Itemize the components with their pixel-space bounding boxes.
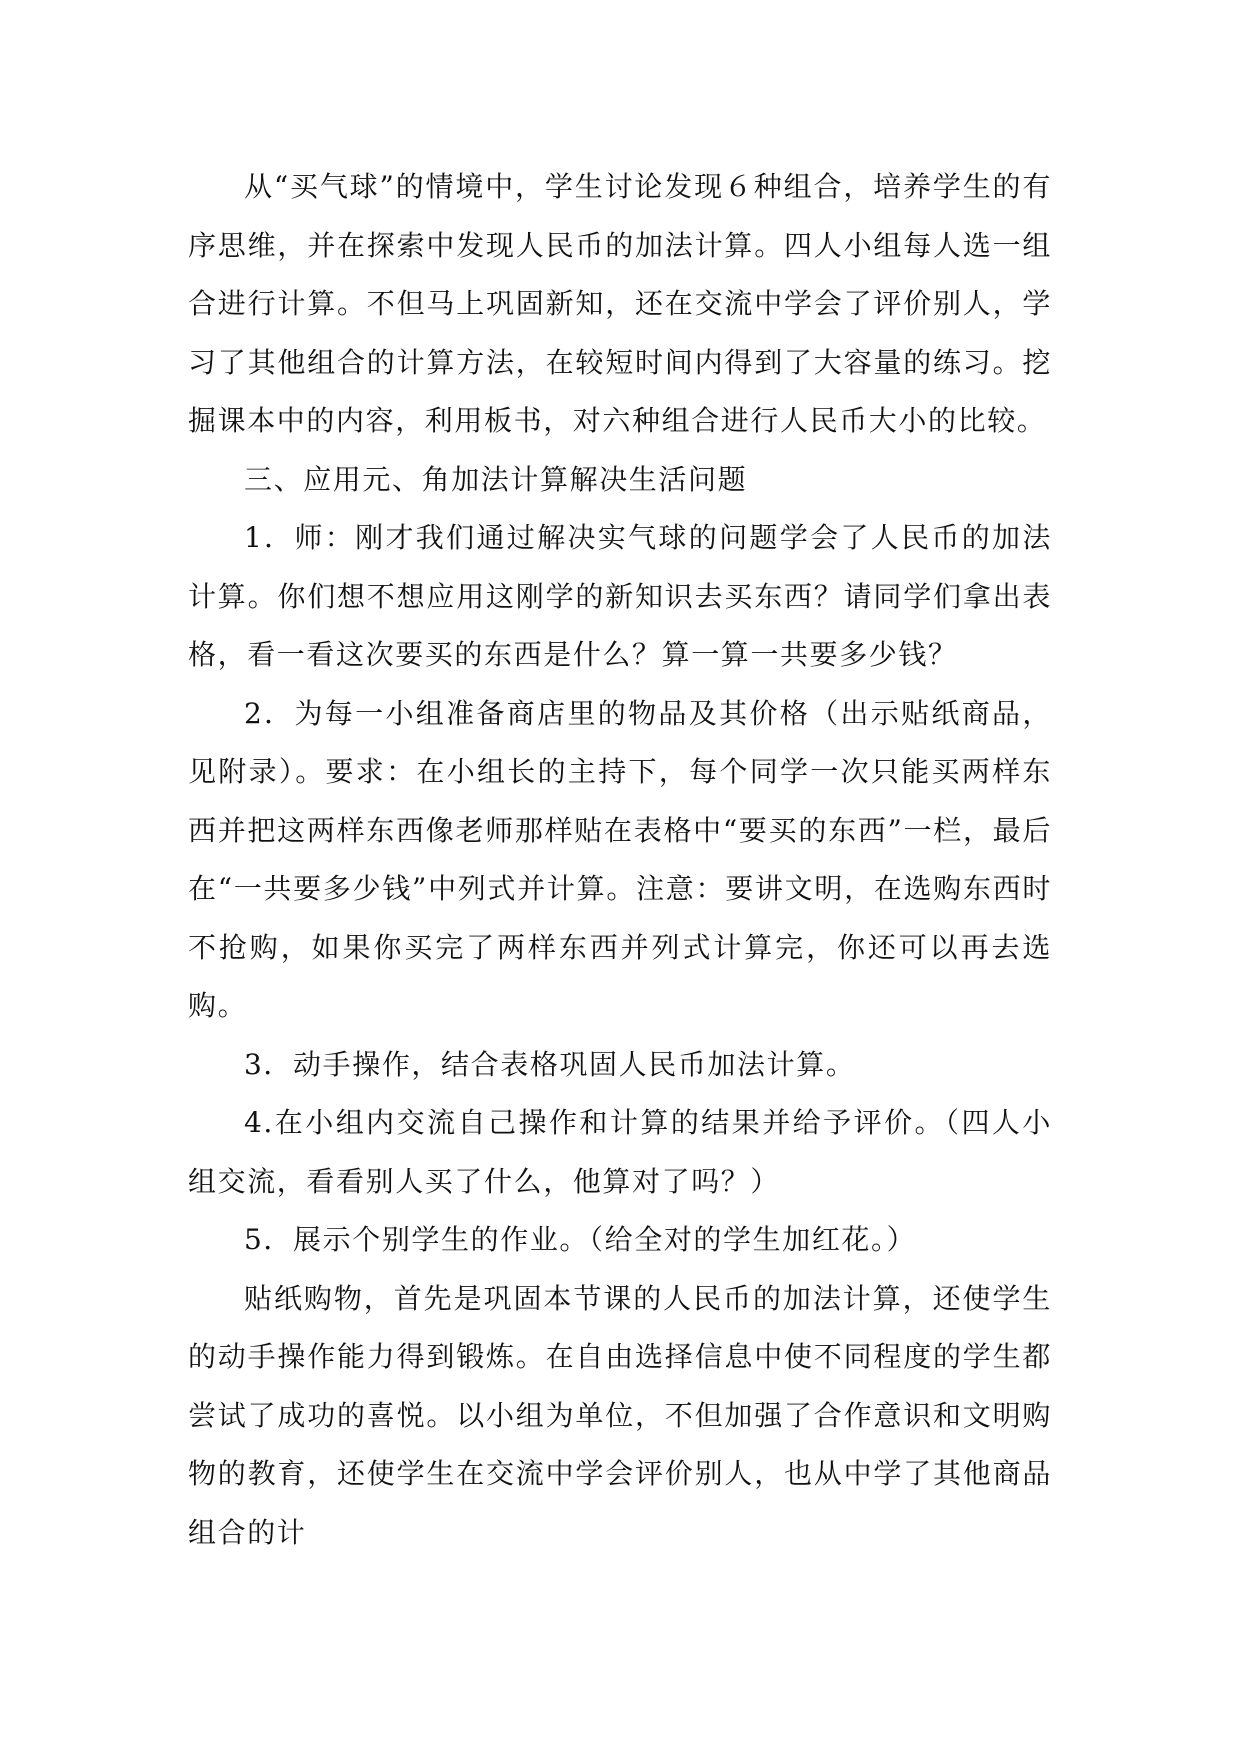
paragraph-step-4: 4.在小组内交流自己操作和计算的结果并给予评价。（四人小组交流，看看别人买了什么，他算对了吗？） — [188, 1106, 1052, 1198]
paragraph-sticker-summary: 贴纸购物，首先是巩固本节课的人民币的加法计算，还使学生的动手操作能力得到锻炼。在自由选择信息中使不同程度的学生都尝试了成功的喜悦。以小组为单位，不但加强了合作意识和文明购物的教育，还使学生在交流中学会评价别人，也从中学了其他商品组合的计 — [188, 1281, 1052, 1549]
paragraph-step-2: 2．为每一小组准备商店里的物品及其价格（出示贴纸商品，见附录）。要求：在小组长的主持下，每个同学一次只能买两样东西并把这两样东西像老师那样贴在表格中“要买的东西”一栏，最后在“一共要多少钱”中列式并计算。注意：要讲文明，在选购东西时不抢购，如果你买完了两样东西并列式计算完，你还可以再去选购。 — [188, 696, 1052, 1022]
paragraph-step-5: 5．展示个别学生的作业。（给全对的学生加红花。） — [244, 1223, 917, 1256]
paragraph-step-3: 3．动手操作，结合表格巩固人民币加法计算。 — [244, 1047, 856, 1081]
paragraph-balloon-summary: 从“买气球”的情境中，学生讨论发现６种组合，培养学生的有序思维，并在探索中发现人民币的加法计算。四人小组每人选一组合进行计算。不但马上巩固新知，还在交流中学会了评价别人，学习了其他组合的计算方法，在较短时间内得到了大容量的练习。挖掘课本中的内容，利用板书，对六种组合进行人民币大小的比较。 — [188, 170, 1052, 437]
section-heading-three: 三、应用元、角加法计算解决生活问题 — [244, 462, 748, 496]
document-body — [188, 158, 1052, 1562]
paragraph-step-1: 1．师：刚才我们通过解决实气球的问题学会了人民币的加法计算。你们想不想应用这刚学的新知识去买东西？请同学们拿出表格，看一看这次要买的东西是什么？算一算一共要多少钱？ — [188, 521, 1052, 671]
